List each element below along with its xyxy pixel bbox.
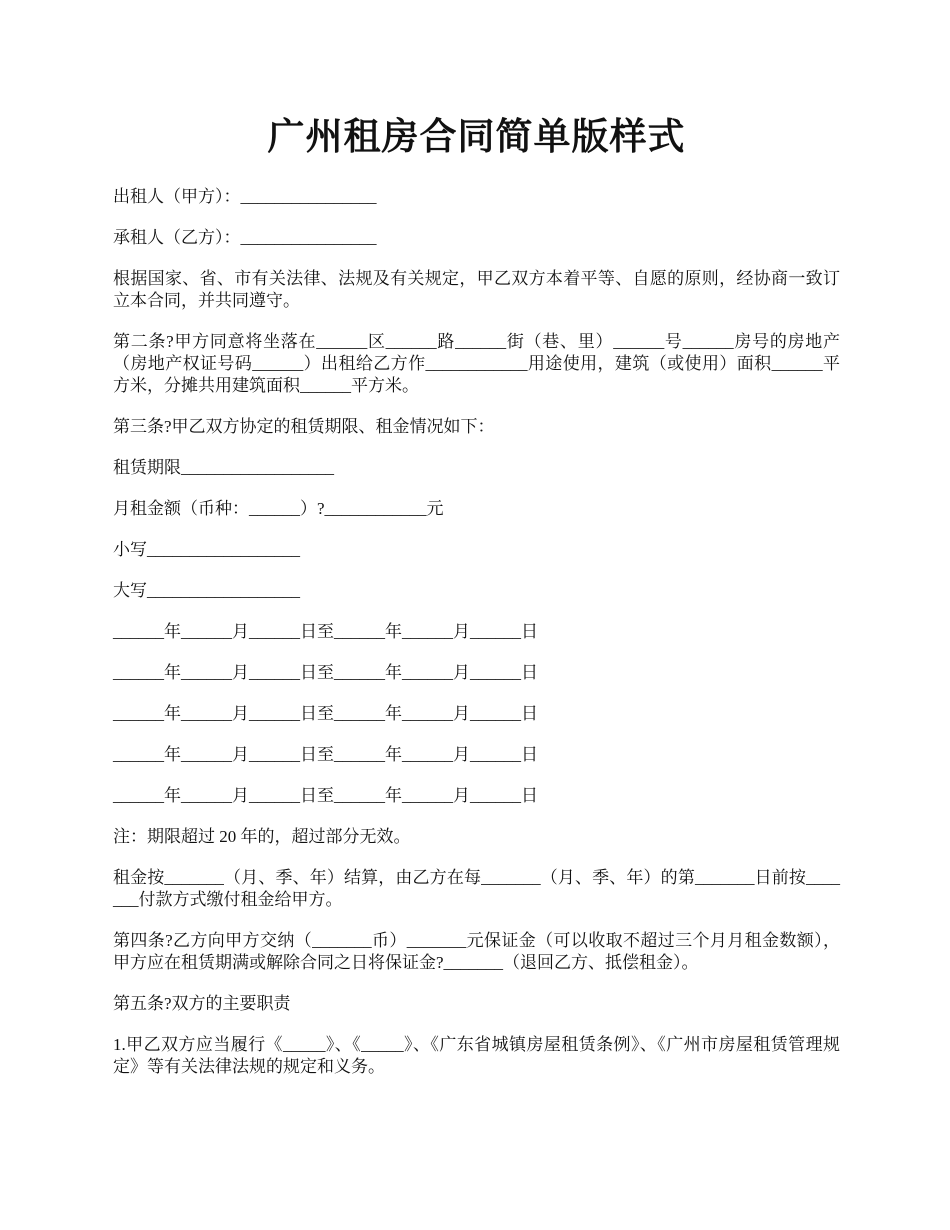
document-page — [113, 112, 840, 1097]
lease-term-line: 租赁期限__________________ — [113, 458, 334, 477]
lessor-line: 出租人（甲方）：________________ — [113, 187, 377, 206]
date-range-line: ______年______月______日至______年______月______日 — [113, 663, 538, 682]
monthly-rent-line: 月租金额（币种：______）?____________元 — [113, 499, 444, 518]
amount-uppercase-line: 大写__________________ — [113, 581, 300, 600]
rent-payment-paragraph: 租金按_______（月、季、年）结算，由乙方在每_______（月、季、年）的第_______日前按_______付款方式缴付租金给甲方。 — [113, 868, 840, 909]
document-title: 广州租房合同简单版样式 — [267, 117, 686, 158]
amount-lowercase-line: 小写__________________ — [113, 540, 300, 559]
term-limit-note: 注：期限超过 20 年的，超过部分无效。 — [113, 827, 411, 846]
date-range-line: ______年______月______日至______年______月______日 — [113, 745, 538, 764]
article-3-heading: 第三条?甲乙双方协定的租赁期限、租金情况如下： — [113, 417, 495, 436]
article-5-heading: 第五条?双方的主要职责 — [113, 994, 291, 1013]
preamble-paragraph: 根据国家、省、市有关法律、法规及有关规定，甲乙双方本着平等、自愿的原则，经协商一致订立本合同，并共同遵守。 — [113, 269, 840, 310]
date-range-line: ______年______月______日至______年______月______日 — [113, 704, 538, 723]
article-5-item-1: 1.甲乙双方应当履行《_____》、《_____》、《广东省城镇房屋租赁条例》、《广州市房屋租赁管理规定》等有关法律法规的规定和义务。 — [113, 1035, 840, 1076]
date-range-line: ______年______月______日至______年______月______日 — [113, 786, 538, 805]
article-4-paragraph: 第四条?乙方向甲方交纳（_______币）_______元保证金（可以收取不超过三个月月租金数额），甲方应在租赁期满或解除合同之日将保证金?_______（退回乙方、抵偿租金）。 — [113, 931, 840, 972]
article-2-paragraph: 第二条?甲方同意将坐落在______区______路______街（巷、里）______号______房号的房地产（房地产权证号码______）出租给乙方作____________用途使用，建筑（或使用）面积______平方米，分摊共用建筑面积______平方米。 — [113, 332, 840, 395]
lessee-line: 承租人（乙方）：________________ — [113, 228, 377, 247]
date-range-line: ______年______月______日至______年______月______日 — [113, 622, 538, 641]
